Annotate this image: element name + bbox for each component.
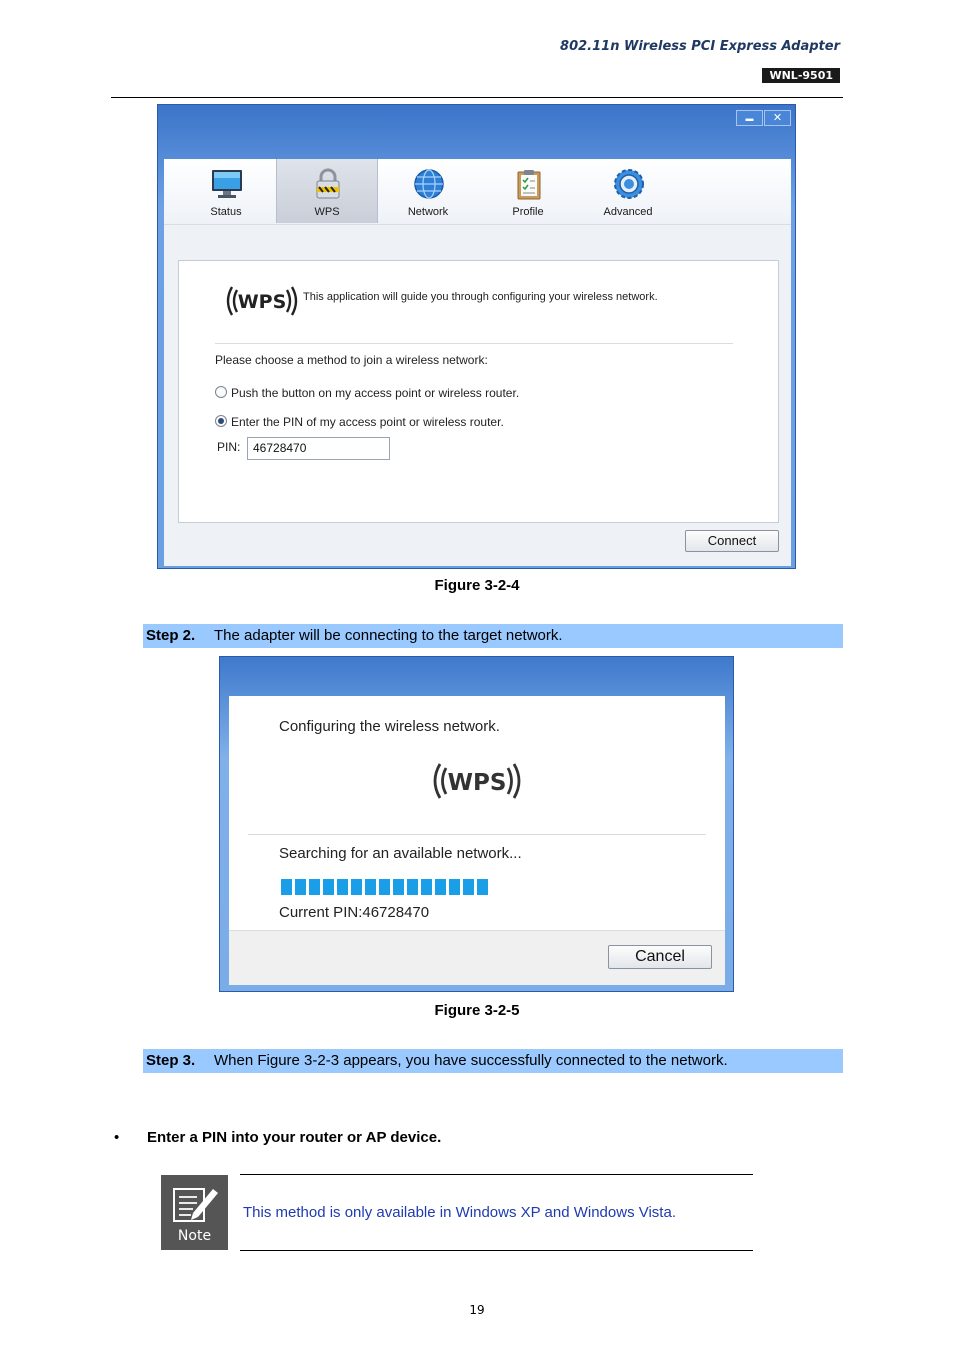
window-body bbox=[229, 696, 725, 984]
progress-segment bbox=[393, 879, 404, 895]
tab-network[interactable] bbox=[378, 159, 478, 223]
radio-push[interactable] bbox=[215, 386, 227, 398]
note-icon bbox=[161, 1175, 228, 1250]
option-pin-label: Enter the PIN of my access point or wireless router. bbox=[231, 415, 504, 429]
option-enter-pin[interactable] bbox=[215, 415, 504, 429]
progress-segment bbox=[351, 879, 362, 895]
monitor-icon bbox=[210, 167, 244, 201]
searching-text: Searching for an available network... bbox=[279, 845, 522, 862]
wps-panel bbox=[178, 260, 779, 523]
method-prompt: Please choose a method to join a wireless network: bbox=[215, 353, 488, 367]
progress-segment bbox=[309, 879, 320, 895]
content-area bbox=[164, 225, 791, 566]
globe-icon bbox=[412, 167, 446, 201]
tab-label: Status bbox=[210, 206, 242, 218]
wps-logo-icon bbox=[223, 283, 301, 319]
step-text: When Figure 3-2-3 appears, you have successfully connected to the network. bbox=[214, 1052, 728, 1069]
figure-caption: Figure 3-2-4 bbox=[434, 577, 520, 594]
gear-icon bbox=[612, 167, 646, 201]
tab-wps[interactable] bbox=[276, 159, 378, 223]
progress-segment bbox=[295, 879, 306, 895]
tab-bar bbox=[164, 159, 791, 225]
tab-label: Network bbox=[407, 206, 449, 218]
note-top-rule bbox=[240, 1174, 753, 1175]
window-body bbox=[164, 159, 791, 566]
progress-bar bbox=[281, 879, 491, 895]
note-label: Note bbox=[177, 1228, 212, 1244]
page-number: 19 bbox=[469, 1303, 485, 1317]
panel-separator bbox=[248, 834, 706, 835]
clipboard-icon bbox=[512, 167, 546, 201]
cancel-button[interactable]: Cancel bbox=[608, 945, 712, 969]
note-text: This method is only available in Windows XP and Windows Vista. bbox=[243, 1204, 676, 1221]
dialog-footer bbox=[229, 930, 725, 985]
pen-icon bbox=[171, 1183, 221, 1225]
tab-status[interactable] bbox=[176, 159, 276, 223]
bullet-text: Enter a PIN into your router or AP device. bbox=[147, 1129, 442, 1146]
document-title: 802.11n Wireless PCI Express Adapter bbox=[560, 39, 840, 54]
wps-logo-icon bbox=[429, 760, 525, 802]
padlock-icon bbox=[311, 167, 345, 201]
progress-segment bbox=[463, 879, 474, 895]
minimize-button[interactable] bbox=[736, 110, 763, 126]
option-push-button[interactable] bbox=[215, 386, 519, 400]
close-button[interactable] bbox=[764, 110, 791, 126]
option-push-label: Push the button on my access point or wireless router. bbox=[231, 386, 520, 400]
figure-caption: Figure 3-2-5 bbox=[434, 1002, 520, 1019]
panel-separator bbox=[215, 343, 733, 344]
progress-segment bbox=[421, 879, 432, 895]
progress-segment bbox=[323, 879, 334, 895]
note-bottom-rule bbox=[240, 1250, 753, 1251]
progress-segment bbox=[407, 879, 418, 895]
step-number: Step 3. bbox=[146, 1052, 196, 1069]
header-rule bbox=[111, 97, 843, 98]
model-badge: WNL-9501 bbox=[762, 68, 840, 83]
wps-logo-text: WPS bbox=[237, 291, 287, 313]
progress-segment bbox=[449, 879, 460, 895]
intro-text: This application will guide you through configuring your wireless network. bbox=[303, 291, 658, 303]
tab-label: Advanced bbox=[603, 206, 653, 218]
tab-advanced[interactable] bbox=[578, 159, 678, 223]
progress-segment bbox=[365, 879, 376, 895]
current-pin-text: Current PIN:46728470 bbox=[279, 904, 430, 921]
progress-segment bbox=[337, 879, 348, 895]
step-2-bar bbox=[143, 624, 843, 648]
pin-label: PIN: bbox=[217, 440, 241, 454]
progress-segment bbox=[477, 879, 488, 895]
progress-segment bbox=[435, 879, 446, 895]
connect-button[interactable]: Connect bbox=[685, 530, 779, 552]
radio-pin[interactable] bbox=[215, 415, 227, 427]
minimize-icon: ▬ bbox=[745, 114, 754, 123]
tab-profile[interactable] bbox=[478, 159, 578, 223]
step-number: Step 2. bbox=[146, 627, 196, 644]
wps-logo-text: WPS bbox=[447, 770, 507, 796]
tab-label: WPS bbox=[314, 206, 340, 218]
close-icon: ✕ bbox=[772, 112, 783, 124]
pin-input[interactable]: 46728470 bbox=[247, 437, 390, 460]
configuring-text: Configuring the wireless network. bbox=[279, 718, 500, 735]
bullet-icon: • bbox=[114, 1129, 120, 1146]
wps-config-window bbox=[157, 104, 796, 569]
step-3-bar bbox=[143, 1049, 843, 1073]
step-text: The adapter will be connecting to the target network. bbox=[214, 627, 563, 644]
progress-segment bbox=[281, 879, 292, 895]
tab-label: Profile bbox=[512, 206, 544, 218]
progress-segment bbox=[379, 879, 390, 895]
wps-progress-window bbox=[219, 656, 734, 992]
